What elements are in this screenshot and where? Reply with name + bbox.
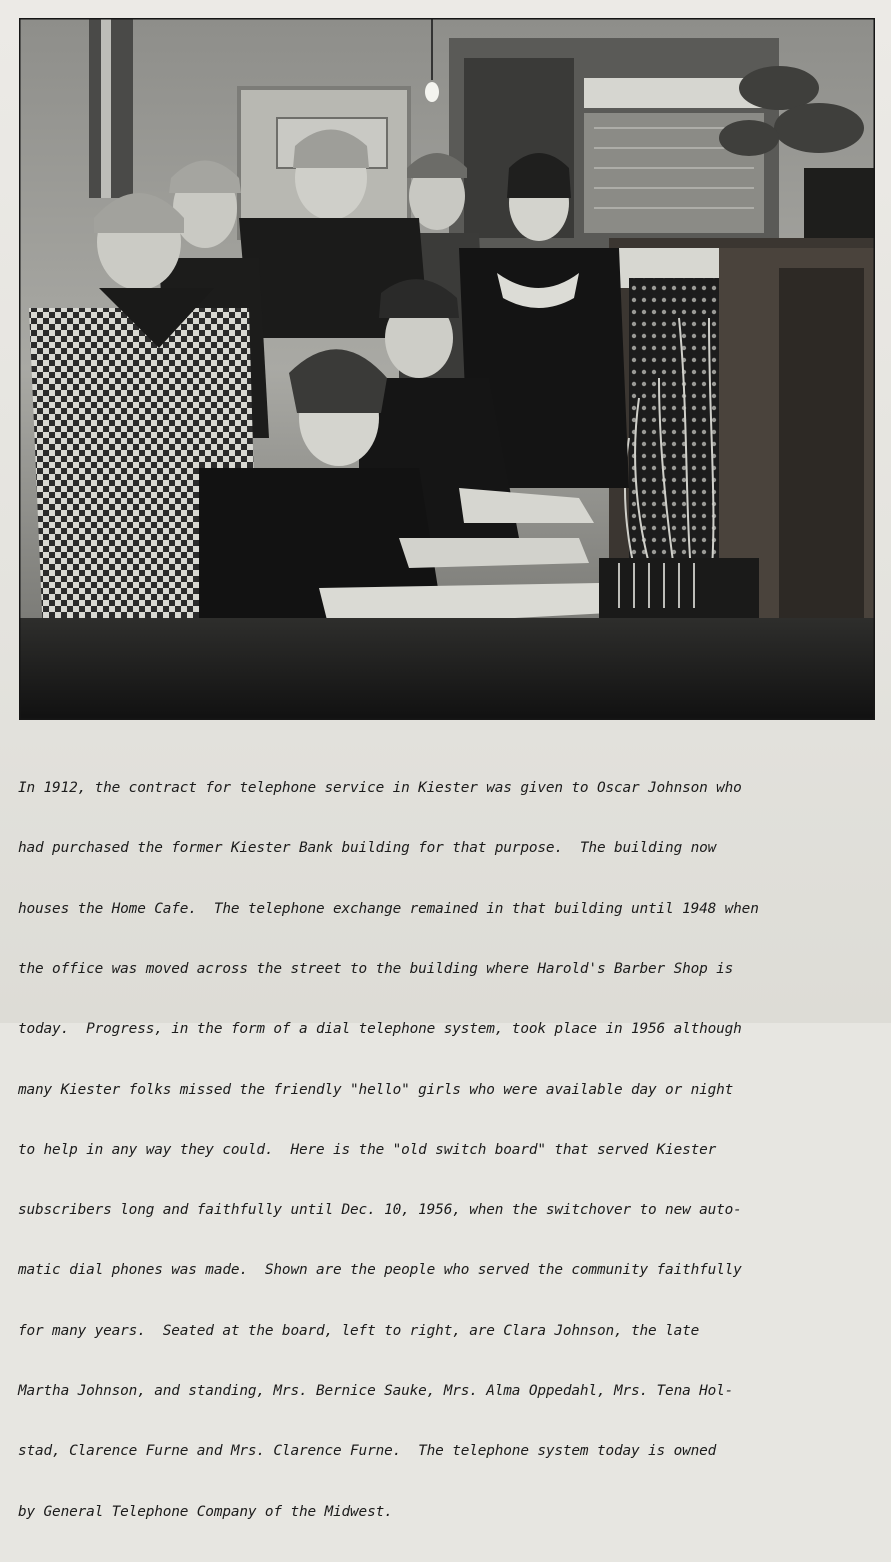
photo-caption (18, 738, 878, 1562)
caption-line: houses the Home Cafe. The telephone exchange remained in that building until 1948 when (18, 900, 759, 917)
caption-line: In 1912, the contract for telephone service in Kiester was given to Oscar Johnson who (18, 780, 742, 797)
caption-line: by General Telephone Company of the Midwest. (18, 1503, 393, 1520)
caption-line: had purchased the former Kiester Bank building for that purpose. The building now (18, 840, 717, 857)
caption-line: matic dial phones was made. Shown are the people who served the community faithfully (18, 1262, 742, 1279)
caption-line: for many years. Seated at the board, left to right, are Clara Johnson, the late (18, 1322, 700, 1339)
caption-line: many Kiester folks missed the friendly "hello" girls who were available day or night (18, 1081, 734, 1098)
caption-line: today. Progress, in the form of a dial telephone system, took place in 1956 although (18, 1021, 742, 1038)
caption-line: to help in any way they could. Here is the "old switch board" that served Kiester (18, 1141, 717, 1158)
caption-line: the office was moved across the street to the building where Harold's Barber Shop is (18, 961, 734, 978)
caption-line: subscribers long and faithfully until Dec. 10, 1956, when the switchover to new auto- (18, 1202, 742, 1219)
archival-photograph (19, 18, 875, 720)
caption-line: Martha Johnson, and standing, Mrs. Bernice Sauke, Mrs. Alma Oppedahl, Mrs. Tena Hol- (18, 1383, 734, 1399)
caption-line: stad, Clarence Furne and Mrs. Clarence Furne. The telephone system today is owned (18, 1443, 717, 1460)
switchboard-operators-photo (19, 18, 875, 720)
